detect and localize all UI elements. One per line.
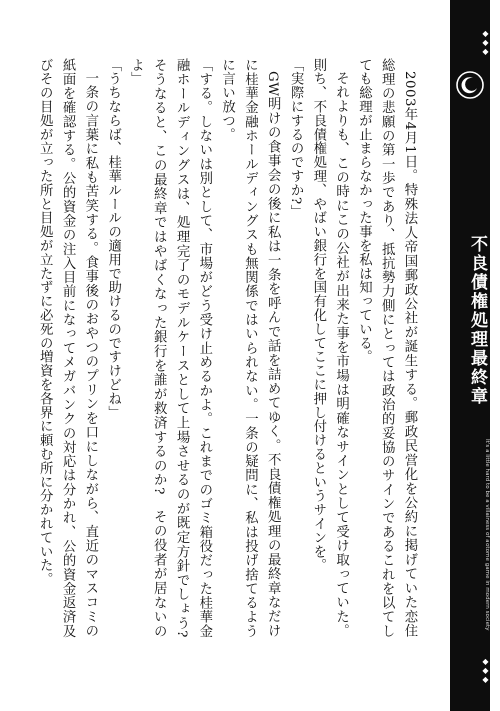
- body-text: [37, 58, 420, 652]
- paragraph-1-part-a: 2003年4月1日。特殊法人帝国郵政公社が誕生する。郵政民営化を公約に掲げていた恋住総理の悲願の第一歩であり、抵抗勢力側にとっては政治的妥協のサインであるこれを以てしても総理が止まらなかった事を私は知っている。: [356, 58, 417, 638]
- paragraph-3: GW明けの食事会の後に私は一条を呼んで話を詰めてゆく。不良債権処理の最終章なだけに桂華金融ホールディングスも無関係ではいられない。一条の疑問に、私は投げ捨てるように言い放つ。: [219, 58, 281, 638]
- english-caption: [450, 430, 490, 640]
- ornament-diamonds-bottom: ◆◆◆: [481, 656, 490, 684]
- ornament-diamonds-top: ◆◆◆: [481, 28, 490, 56]
- dialog-3: 「うちならば、桂華ルールの適用で助けるのですけどね」: [105, 58, 121, 420]
- paragraph-1: [352, 58, 420, 638]
- english-caption-line2: otome game in modern society: [484, 543, 490, 631]
- chapter-title: 不良債権処理最終章: [467, 234, 487, 406]
- chapter-side-band: [450, 0, 490, 711]
- paragraph-2: それよりも、この時にこの公社が出来た事を市場は明確なサインとして受け取っていた。則ち、不良債権処理、やばい銀行を国有化してここに押し付けるというサインを。: [310, 58, 349, 638]
- crescent-moon-icon: [455, 70, 485, 100]
- paragraph-4: 一条の言葉に私も苦笑する。食事後のおやつのプリンを口にしながら、直近のマスコミの紙面を確認する。公的資金の注入目前になってメガバンクの対応は分かれ、公的資金返済及びその目処が立った所と目処が立たずに必死の増資を各界に頼む所に分かれていた。: [37, 58, 98, 638]
- dialog-1: 「実際にするのですか?」: [288, 58, 304, 219]
- dialog-2: 「する。しないは別として、市場がどう受け止めるかよ。これまでのゴミ箱役だった桂華金融ホールディングスは、処理完了のモデルケースとして上場させるのが既定方針でしょう? そうなると、この最終章ではやばくなった銀行を誰が救済するのか? その役者が居ないのよ」: [128, 58, 212, 652]
- english-caption-line1: It's a little hard to be a villainess of a: [484, 439, 490, 544]
